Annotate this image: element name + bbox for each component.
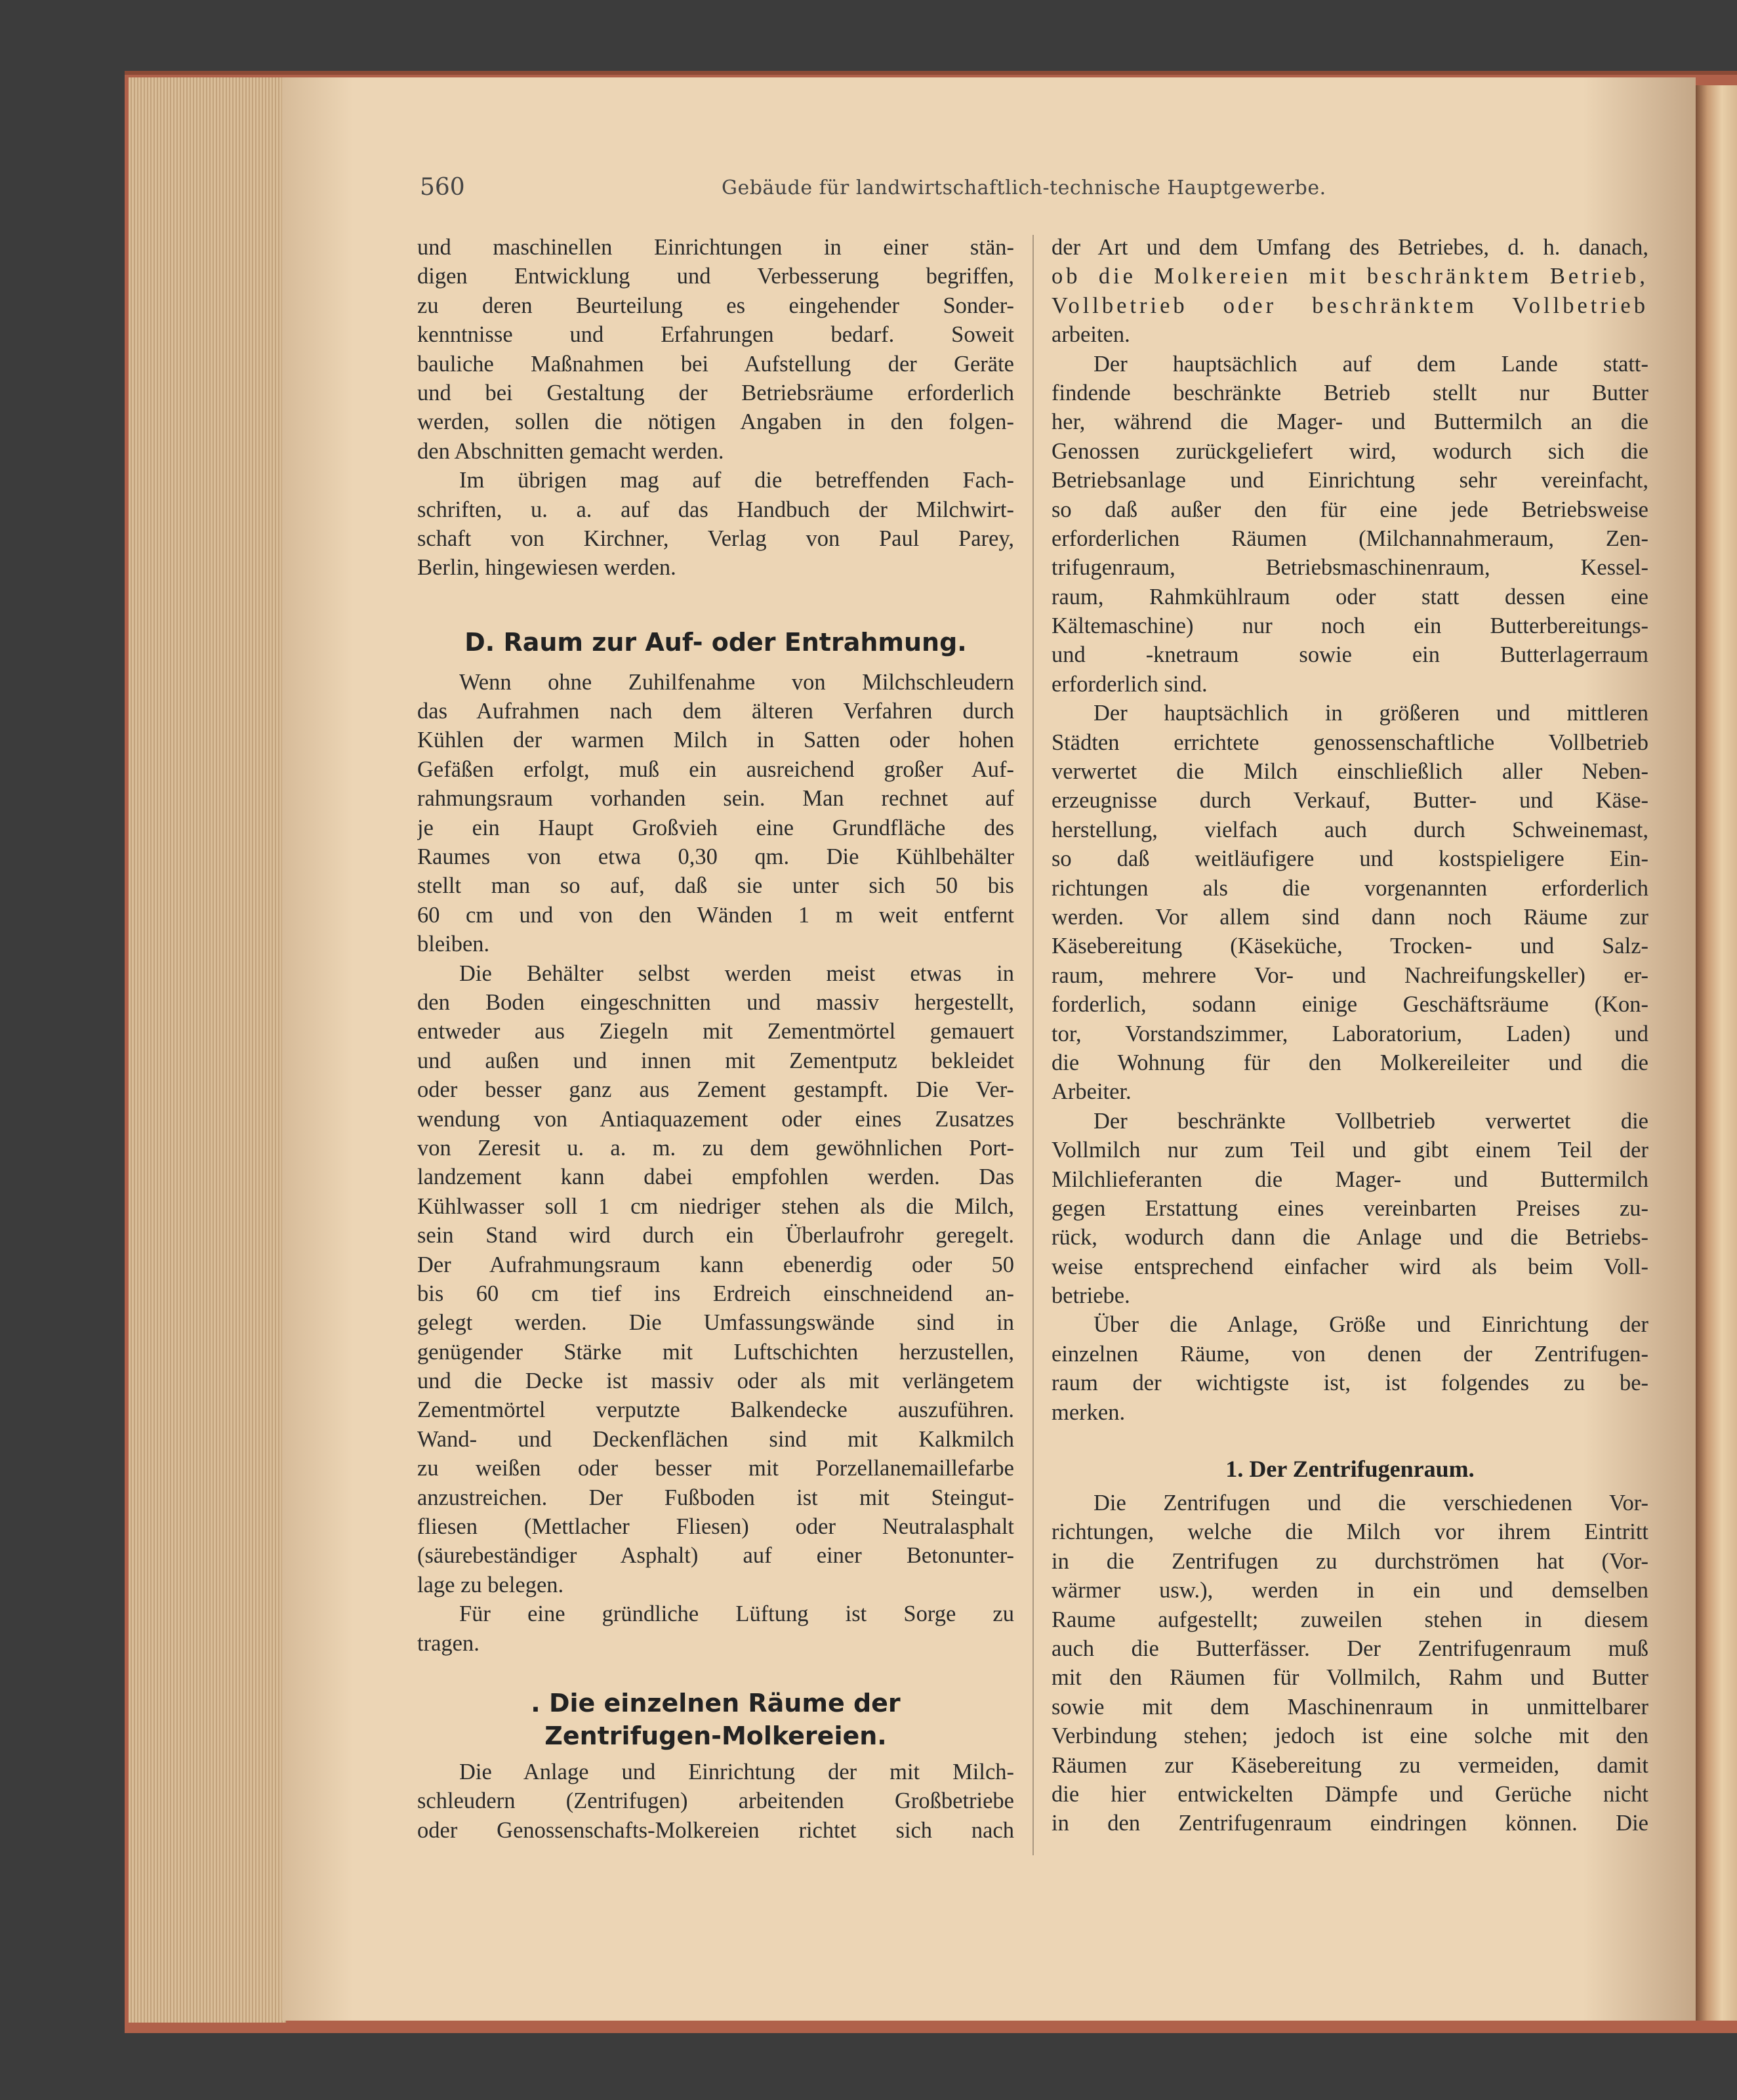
section-heading: D. Raum zur Auf- oder Entrahmung. xyxy=(464,627,967,657)
text-line: Käsebereitung (Käseküche, Trocken- und Salz- xyxy=(1052,934,1648,959)
text-line: her, während die Mager- und Buttermilch an die xyxy=(1052,409,1648,435)
text-line: landzement kann dabei empfohlen werden. Das xyxy=(417,1164,1014,1190)
text-line: Kühlwasser soll 1 cm niedriger stehen als die Milch, xyxy=(417,1193,1014,1219)
text-line: gegen Erstattung eines vereinbarten Preises zu- xyxy=(1052,1195,1648,1221)
text-line: Arbeiter. xyxy=(1052,1079,1132,1105)
text-line: Verbindung stehen; jedoch ist eine solche mit den xyxy=(1052,1723,1648,1749)
text-line: anzustreichen. Der Fußboden ist mit Steingut- xyxy=(417,1485,1014,1510)
text-line: rahmungsraum vorhanden sein. Man rechnet auf xyxy=(417,786,1014,812)
right-column xyxy=(1052,233,1648,1838)
text-line: Räumen zur Käsebereitung zu vermeiden, damit xyxy=(1052,1752,1648,1778)
text-line: gelegt werden. Die Umfassungswände sind in xyxy=(417,1310,1014,1336)
text-line: den Abschnitten gemacht werden. xyxy=(417,438,724,464)
text-line: schriften, u. a. auf das Handbuch der Milchwirt- xyxy=(417,497,1014,522)
text-line: findende beschränkte Betrieb stellt nur Butter xyxy=(1052,380,1648,405)
text-line: stellt man so auf, daß sie unter sich 50 bis xyxy=(417,873,1014,899)
text-line: herstellung, vielfach auch durch Schweinemast, xyxy=(1052,817,1648,842)
text-line: die hier entwickelten Dämpfe und Gerüche nicht xyxy=(1052,1781,1648,1807)
running-title: Gebäude für landwirtschaftlich-technische Hauptgewerbe. xyxy=(722,176,1326,199)
text-line: digen Entwicklung und Verbesserung begriffen, xyxy=(417,264,1014,289)
text-line: von Zeresit u. a. m. zu dem gewöhnlichen Port- xyxy=(417,1135,1014,1161)
text-line: schaft von Kirchner, Verlag von Paul Parey, xyxy=(417,525,1014,551)
text-line: arbeiten. xyxy=(1052,322,1130,348)
text-line: auch die Butterfässer. Der Zentrifugenraum muß xyxy=(1052,1636,1648,1661)
text-line: zu weißen oder besser mit Porzellanemaillefarbe xyxy=(417,1456,1014,1481)
text-line: bis 60 cm tief ins Erdreich einschneidend an- xyxy=(417,1281,1014,1306)
text-line: sowie mit dem Maschinenraum in unmittelbarer xyxy=(1052,1694,1648,1719)
text-line: Der hauptsächlich in größeren und mittleren xyxy=(1093,701,1648,726)
text-line: der Art und dem Umfang des Betriebes, d. h. danach, xyxy=(1052,235,1648,260)
text-line: Wand- und Deckenflächen sind mit Kalkmilch xyxy=(417,1426,1014,1452)
text-line: betriebe. xyxy=(1052,1283,1130,1309)
text-line: zu deren Beurteilung es eingehender Sonder- xyxy=(417,293,1014,318)
text-line: Der hauptsächlich auf dem Lande statt- xyxy=(1093,351,1648,377)
text-line: Städten errichtete genossenschaftliche Vollbetrieb xyxy=(1052,730,1648,755)
paragraph xyxy=(1052,1107,1648,1311)
text-line: sein Stand wird durch ein Überlaufrohr geregelt. xyxy=(417,1223,1014,1248)
paragraph xyxy=(417,233,1014,466)
text-line: so daß weitläufigere und kostspieligere Ein- xyxy=(1052,846,1648,872)
text-line: entweder aus Ziegeln mit Zementmörtel gemauert xyxy=(417,1019,1014,1044)
text-line: Die Anlage und Einrichtung der mit Milch- xyxy=(459,1759,1014,1784)
text-line: verwertet die Milch einschließlich aller Neben- xyxy=(1052,759,1648,785)
text-line: wendung von Antiaquazement oder eines Zusatzes xyxy=(417,1106,1014,1132)
text-line: mit den Räumen für Vollmilch, Rahm und Butter xyxy=(1052,1665,1648,1691)
text-line: erforderlich sind. xyxy=(1052,671,1208,697)
text-line: und bei Gestaltung der Betriebsräume erforderlich xyxy=(417,380,1014,405)
text-line: kenntnisse und Erfahrungen bedarf. Soweit xyxy=(417,322,1014,348)
text-line: lage zu belegen. xyxy=(417,1572,564,1597)
text-line: werden. Vor allem sind dann noch Räume zur xyxy=(1052,904,1648,930)
text-line: und außen und innen mit Zementputz bekleidet xyxy=(417,1048,1014,1073)
text-line: 60 cm und von den Wänden 1 m weit entfernt xyxy=(417,902,1014,928)
text-line: Der beschränkte Vollbetrieb verwertet die xyxy=(1093,1108,1648,1134)
text-line: Raumes von etwa 0,30 qm. Die Kühlbehälter xyxy=(417,844,1014,870)
text-line: oder besser ganz aus Zement gestampft. Die Ver- xyxy=(417,1077,1014,1103)
page-edges xyxy=(129,77,286,2023)
text-line: Wenn ohne Zuhilfenahme von Milchschleudern xyxy=(459,669,1014,695)
text-line: Die Zentrifugen und die verschiedenen Vor- xyxy=(1093,1491,1648,1516)
text-line: erzeugnisse durch Verkauf, Butter- und Käse- xyxy=(1052,788,1648,813)
text-line: Betriebsanlage und Einrichtung sehr vereinfacht, xyxy=(1052,468,1648,493)
page-number: 560 xyxy=(420,174,465,201)
paragraph xyxy=(417,959,1014,1600)
text-line: und die Decke ist massiv oder als mit verlängetem xyxy=(417,1369,1014,1394)
text-line: und -knetraum sowie ein Butterlagerraum xyxy=(1052,642,1648,668)
text-line: in die Zentrifugen zu durchströmen hat (Vor- xyxy=(1052,1548,1648,1574)
text-line: Die Behälter selbst werden meist etwas in xyxy=(459,960,1014,986)
paragraph xyxy=(1052,1489,1648,1838)
text-line: (säurebeständiger Asphalt) auf einer Betonunter- xyxy=(417,1543,1014,1569)
text-line: Raume aufgestellt; zuweilen stehen in diesem xyxy=(1052,1607,1648,1632)
text-line: tor, Vorstandszimmer, Laboratorium, Laden) und xyxy=(1052,1021,1648,1046)
text-line: den Boden eingeschnitten und massiv hergestellt, xyxy=(417,989,1014,1015)
text-line: Im übrigen mag auf die betreffenden Fach- xyxy=(459,468,1014,493)
text-line: Kältemaschine) nur noch ein Butterbereitungs- xyxy=(1052,613,1648,639)
text-line: Genossen zurückgeliefert wird, wodurch sich die xyxy=(1052,438,1648,464)
text-line: fliesen (Mettlacher Fliesen) oder Neutralasphalt xyxy=(417,1514,1014,1540)
text-line: erforderlichen Räumen (Milchannahmeraum, Zen- xyxy=(1052,525,1648,551)
text-line: werden, sollen die nötigen Angaben in den folgen- xyxy=(417,409,1014,435)
text-line: trifugenraum, Betriebsmaschinenraum, Kessel- xyxy=(1052,555,1648,581)
section-heading: Zentrifugen-Molkereien. xyxy=(544,1721,887,1750)
text-line: Für eine gründliche Lüftung ist Sorge zu xyxy=(459,1601,1014,1627)
text-line: Milchlieferanten die Mager- und Buttermilch xyxy=(1052,1166,1648,1192)
text-line: raum der wichtigste ist, ist folgendes zu be- xyxy=(1052,1370,1648,1396)
text-line: und maschinellen Einrichtungen in einer stän- xyxy=(417,235,1014,260)
text-line: rück, wodurch dann die Anlage und die Betriebs- xyxy=(1052,1225,1648,1250)
paragraph xyxy=(417,668,1014,959)
text-line: Kühlen der warmen Milch in Satten oder hohen xyxy=(417,728,1014,753)
text-line: Der Aufrahmungsraum kann ebenerdig oder 50 xyxy=(417,1252,1014,1277)
text-line: raum, Rahmkühlraum oder statt dessen eine xyxy=(1052,584,1648,609)
text-line: in den Zentrifugenraum eindringen können. Die xyxy=(1052,1811,1648,1836)
paragraph xyxy=(1052,1310,1648,1427)
column-divider xyxy=(1032,235,1034,1855)
text-line: schleudern (Zentrifugen) arbeitenden Großbetriebe xyxy=(417,1788,1014,1814)
text-line: so daß außer den für eine jede Betriebsweise xyxy=(1052,497,1648,522)
subsection-heading: 1. Der Zentrifugenraum. xyxy=(1225,1456,1475,1483)
left-column xyxy=(417,233,1014,1845)
text-line: Berlin, hingewiesen werden. xyxy=(417,555,676,581)
text-line: weise entsprechend einfacher wird als beim Voll- xyxy=(1052,1254,1648,1279)
section-heading: . Die einzelnen Räume der xyxy=(531,1688,901,1718)
text-line: raum, mehrere Vor- und Nachreifungskeller) er- xyxy=(1052,962,1648,988)
text-line: wärmer usw.), werden in ein und demselben xyxy=(1052,1578,1648,1603)
paragraph xyxy=(417,466,1014,583)
text-line: das Aufrahmen nach dem älteren Verfahren durch xyxy=(417,699,1014,724)
text-line: Zementmörtel verputzte Balkendecke auszuführen. xyxy=(417,1397,1014,1423)
text-line: merken. xyxy=(1052,1399,1126,1425)
text-line: einzelnen Räume, von denen der Zentrifugen- xyxy=(1052,1341,1648,1367)
paragraph xyxy=(1052,233,1648,350)
text-line: Vollmilch nur zum Teil und gibt einem Teil der xyxy=(1052,1138,1648,1163)
paragraph xyxy=(417,1599,1014,1658)
text-line: Über die Anlage, Größe und Einrichtung der xyxy=(1093,1312,1648,1338)
text-line: forderlich, sodann einige Geschäftsräume (Kon- xyxy=(1052,992,1648,1018)
paragraph xyxy=(1052,699,1648,1106)
text-line: Gefäßen erfolgt, muß ein ausreichend großer Auf- xyxy=(417,756,1014,782)
paragraph xyxy=(1052,350,1648,699)
text-line: Vollbetrieb oder beschränktem Vollbetrieb xyxy=(1052,293,1648,318)
running-head xyxy=(420,174,1338,200)
facing-page-edge xyxy=(1696,85,1737,2021)
text-line: bleiben. xyxy=(417,932,490,957)
text-line: ob die Molkereien mit beschränktem Betrieb, xyxy=(1052,264,1648,289)
text-line: richtungen, welche die Milch vor ihrem Eintritt xyxy=(1052,1519,1648,1545)
text-line: je ein Haupt Großvieh eine Grundfläche des xyxy=(417,815,1014,840)
text-line: genügender Stärke mit Luftschichten herzustellen, xyxy=(417,1339,1014,1365)
text-line: tragen. xyxy=(417,1630,480,1656)
text-line: bauliche Maßnahmen bei Aufstellung der Geräte xyxy=(417,351,1014,377)
text-line: richtungen als die vorgenannten erforderlich xyxy=(1052,875,1648,901)
paragraph xyxy=(417,1758,1014,1845)
text-line: oder Genossenschafts-Molkereien richtet sich nach xyxy=(417,1817,1014,1843)
text-line: die Wohnung für den Molkereileiter und die xyxy=(1052,1050,1648,1075)
